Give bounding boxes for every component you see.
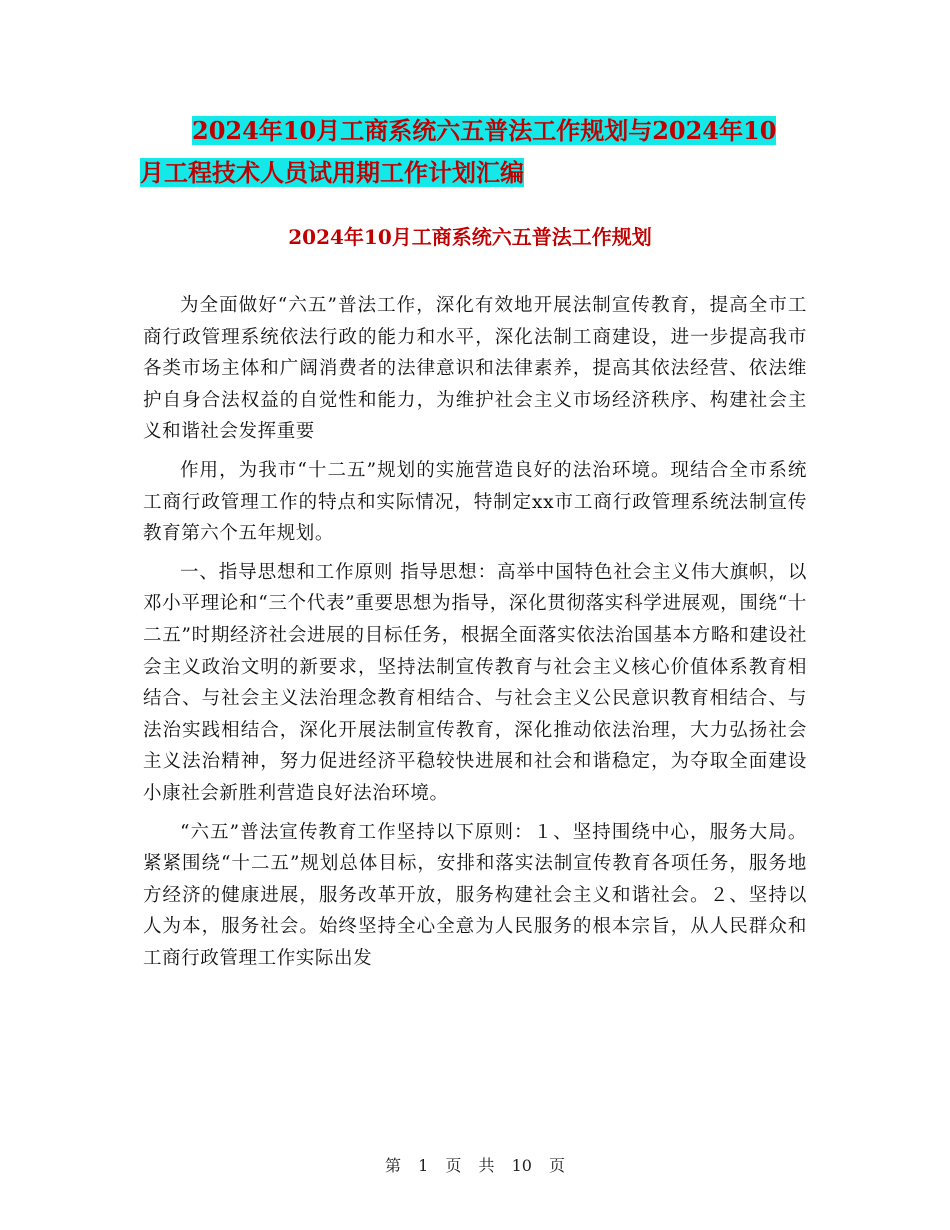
footer-total-prefix: 共 <box>478 1156 495 1175</box>
section-title: 2024年10月工商系统六五普法工作规划 <box>288 225 652 249</box>
document-title <box>140 110 830 194</box>
document-title-line-1 <box>140 110 830 152</box>
paragraph-2: 作用，为我市“十二五”规划的实施营造良好的法治环境。现结合全市系统工商行政管理工作的特点和实际情况，特制定xx市工商行政管理系统法制宣传教育第六个五年规划。 <box>143 459 807 545</box>
page-footer <box>0 1153 950 1176</box>
footer-page-number: 1 <box>418 1156 429 1175</box>
footer-page-unit: 页 <box>445 1156 462 1175</box>
footer-total-unit: 页 <box>549 1156 566 1175</box>
paragraph-3: 一、指导思想和工作原则 指导思想：高举中国特色社会主义伟大旗帜，以邓小平理论和“三个代表”重要思想为指导，深化贯彻落实科学进展观，围绕“十二五”时期经济社会进展的目标任务，根据全面落实依法治国基本方略和建设社会主义政治文明的新要求，坚持法制宣传教育与社会主义核心价值体系教育相结合、与社会主义法治理念教育相结合、与社会主义公民意识教育相结合、与法治实践相结合，深化开展法制宣传教育，深化推动依法治理，大力弘扬社会主义法治精神，努力促进经济平稳较快进展和社会和谐稳定，为夺取全面建设小康社会新胜利营造良好法治环境。 <box>143 561 807 804</box>
document-title-line-2 <box>140 152 830 194</box>
paragraph-4: “六五”普法宣传教育工作坚持以下原则：１、坚持围绕中心，服务大局。紧紧围绕“十二五”规划总体目标，安排和落实法制宣传教育各项任务，服务地方经济的健康进展，服务改革开放，服务构建社会主义和谐社会。２、坚持以人为本，服务社会。始终坚持全心全意为人民服务的根本宗旨，从人民群众和工商行政管理工作实际出发 <box>143 821 807 969</box>
document-body <box>143 290 807 981</box>
footer-total-pages: 10 <box>511 1156 532 1175</box>
paragraph-1: 为全面做好“六五”普法工作，深化有效地开展法制宣传教育，提高全市工商行政管理系统依法行政的能力和水平，深化法制工商建设，进一步提高我市各类市场主体和广阔消费者的法律意识和法律素养，提高其依法经营、依法维护自身合法权益的自觉性和能力，为维护社会主义市场经济秩序、构建社会主义和谐社会发挥重要 <box>143 295 807 443</box>
footer-prefix: 第 <box>384 1156 401 1175</box>
title-highlight-1: 2024年10月工商系统六五普法工作规划与2024年10 <box>192 116 777 145</box>
title-highlight-2: 月工程技术人员试用期工作计划汇编 <box>140 158 524 187</box>
